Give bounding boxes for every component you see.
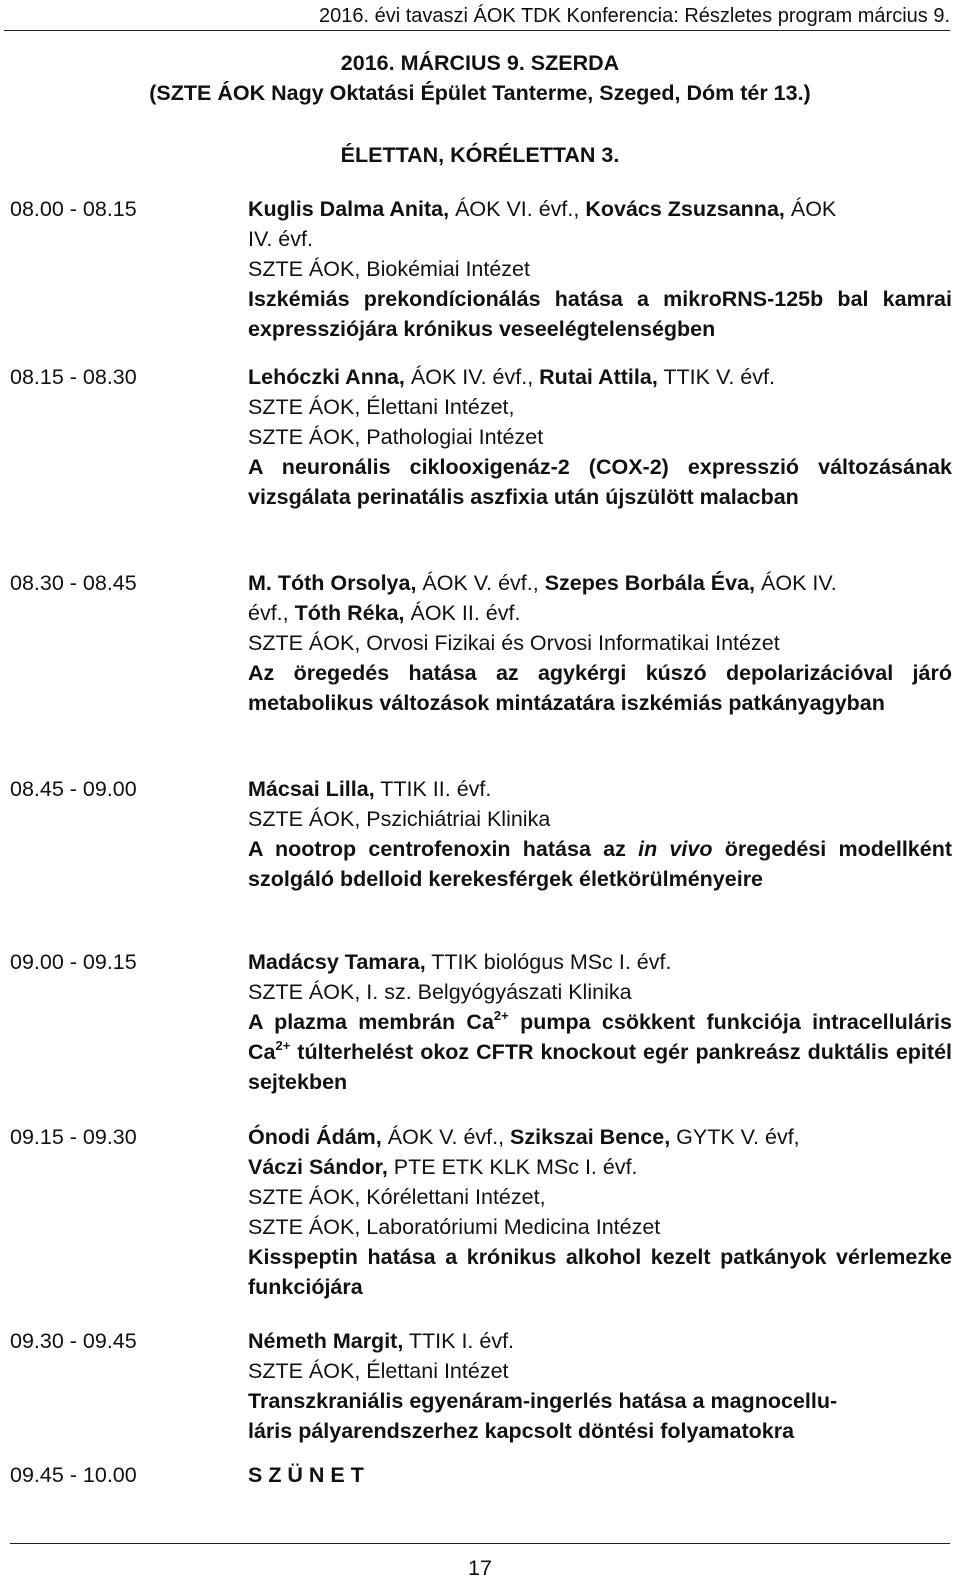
location-heading: (SZTE ÁOK Nagy Oktatási Épület Tanterme, Szeged, Dóm tér 13.) (149, 81, 811, 105)
presentation-title-line: Transzkraniális egyenáram-ingerlés hatása a magnocellu- (248, 1389, 838, 1413)
author-line (248, 598, 952, 628)
author-name: Kuglis Dalma Anita, (248, 197, 450, 221)
presentation-title: Iszkémiás prekondícionálás hatása a mikroRNS-125b bal kamrai expressziójára krónikus veseelégtelenségben (248, 287, 952, 341)
author-name: Kovács Zsuzsanna, (585, 197, 785, 221)
institute-line: SZTE ÁOK, Élettani Intézet (248, 1359, 509, 1383)
author-name: M. Tóth Orsolya, (248, 571, 417, 595)
author-name: Szikszai Bence, (510, 1125, 671, 1149)
title-text: A nootrop centrofenoxin hatása az (248, 837, 639, 861)
header-divider (4, 30, 950, 31)
author-affiliation: ÁOK V. évf., (416, 571, 545, 595)
title-italic-text: in vivo (638, 837, 713, 861)
presentation-title-line: láris pályarendszerhez kapcsolt döntési folyamatokra (248, 1419, 795, 1443)
author-line (248, 1122, 952, 1152)
author-affiliation: ÁOK IV. évf., (404, 365, 540, 389)
title-text: öregedési modellként szolgáló bdelloid kerekesférgek életkörülményeire (248, 837, 953, 891)
title-text: A plazma membrán Ca (248, 1010, 494, 1034)
session-time: 09.00 - 09.15 (10, 950, 137, 974)
author-line (248, 568, 952, 598)
break-label: S Z Ü N E T (248, 1463, 364, 1487)
title-text: túlterhelést okoz CFTR knockout egér pankreász duktális epitél sejtekben (248, 1040, 952, 1094)
author-affiliation: ÁOK VI. évf., (449, 197, 586, 221)
author-affiliation: évf., (248, 601, 295, 625)
title-text: pumpa csökkent funkciója intracelluláris Ca (248, 1010, 952, 1064)
superscript: 2+ (275, 1038, 291, 1053)
session-time: 08.30 - 08.45 (10, 571, 137, 595)
author-affiliation: TTIK V. évf. (657, 365, 775, 389)
author-name: Ónodi Ádám, (248, 1125, 382, 1149)
session-content (248, 1326, 952, 1446)
session-time: 08.45 - 09.00 (10, 777, 137, 801)
session-content (248, 194, 952, 344)
presentation-title: A neuronális ciklooxigenáz-2 (COX-2) expresszió változásának vizsgálata perinatális aszfixia után újszülött malacban (248, 455, 952, 509)
institute-line: SZTE ÁOK, Élettani Intézet, (248, 395, 515, 419)
institute-line: SZTE ÁOK, Pszichiátriai Klinika (248, 807, 551, 831)
author-affiliation: ÁOK (784, 197, 837, 221)
author-affiliation: PTE ETK KLK MSc I. évf. (387, 1155, 638, 1179)
page-number: 17 (468, 1556, 492, 1580)
presentation-title (248, 1007, 952, 1097)
footer-divider (10, 1543, 950, 1544)
author-name: Rutai Attila, (539, 365, 658, 389)
author-line (248, 1326, 952, 1356)
author-name: Madácsy Tamara, (248, 950, 426, 974)
session-content (248, 1122, 952, 1302)
institute-line: SZTE ÁOK, Kórélettani Intézet, (248, 1185, 546, 1209)
institute-line: SZTE ÁOK, Laboratóriumi Medicina Intézet (248, 1215, 661, 1239)
author-affiliation: TTIK II. évf. (374, 777, 492, 801)
institute-line: SZTE ÁOK, Biokémiai Intézet (248, 257, 530, 281)
author-name: Váczi Sándor, (248, 1155, 388, 1179)
session-content (248, 362, 952, 512)
author-line (248, 947, 952, 977)
author-affiliation: ÁOK IV. (755, 571, 837, 595)
author-name: Szepes Borbála Éva, (544, 571, 756, 595)
author-affiliation: ÁOK V. évf., (381, 1125, 511, 1149)
institute-line: SZTE ÁOK, Orvosi Fizikai és Orvosi Informatikai Intézet (248, 631, 780, 655)
session-time: 08.15 - 08.30 (10, 365, 137, 389)
author-name: Tóth Réka, (294, 601, 405, 625)
author-affiliation: TTIK I. évf. (403, 1329, 515, 1353)
session-content (248, 1460, 952, 1490)
section-heading: ÉLETTAN, KÓRÉLETTAN 3. (340, 143, 620, 167)
author-line (248, 362, 952, 392)
author-line (248, 194, 952, 224)
author-line (248, 1152, 952, 1182)
session-time: 09.45 - 10.00 (10, 1463, 137, 1487)
day-heading: 2016. MÁRCIUS 9. SZERDA (340, 51, 620, 75)
superscript: 2+ (493, 1008, 509, 1023)
author-name: Mácsai Lilla, (248, 777, 375, 801)
author-line: IV. évf. (248, 227, 313, 251)
session-content (248, 947, 952, 1097)
session-content (248, 774, 952, 894)
author-affiliation: GYTK V. évf, (670, 1125, 800, 1149)
author-line (248, 774, 952, 804)
presentation-title (248, 834, 952, 894)
institute-line: SZTE ÁOK, Pathologiai Intézet (248, 425, 544, 449)
session-time: 09.15 - 09.30 (10, 1125, 137, 1149)
presentation-title: Az öregedés hatása az agykérgi kúszó depolarizációval járó metabolikus változások mintázatára iszkémiás patkányagyban (248, 661, 952, 715)
session-time: 08.00 - 08.15 (10, 197, 137, 221)
author-name: Lehóczki Anna, (248, 365, 405, 389)
presentation-title: Kisspeptin hatása a krónikus alkohol kezelt patkányok vérlemezke funkciójára (248, 1245, 952, 1299)
running-header: 2016. évi tavaszi ÁOK TDK Konferencia: Részletes program március 9. (318, 5, 950, 27)
session-time: 09.30 - 09.45 (10, 1329, 137, 1353)
author-affiliation: TTIK biológus MSc I. évf. (425, 950, 672, 974)
session-content (248, 568, 952, 718)
author-name: Németh Margit, (248, 1329, 404, 1353)
author-affiliation: ÁOK II. évf. (404, 601, 521, 625)
institute-line: SZTE ÁOK, I. sz. Belgyógyászati Klinika (248, 980, 632, 1004)
